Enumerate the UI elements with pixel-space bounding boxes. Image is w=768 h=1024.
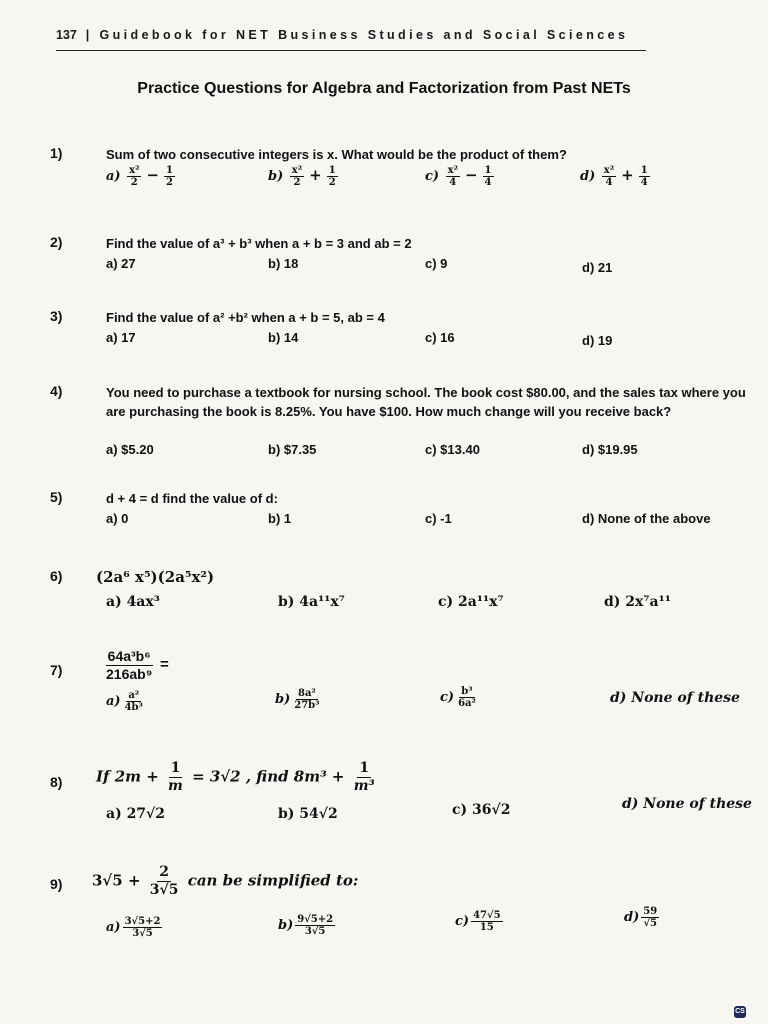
- option-b: b) $\frac{\text{8a²}}{\text{27b³}}$: [275, 688, 320, 711]
- option-c: c) $\frac{\text{x²}}{4}$ − $\frac{1}{4}$: [425, 165, 492, 188]
- option-c: c) -1: [425, 511, 452, 526]
- option-a: a) 17: [106, 330, 136, 345]
- option-c: c) 9: [425, 256, 448, 271]
- question-number: 4): [50, 383, 63, 399]
- option-c: c) 36√2: [452, 802, 511, 818]
- option-d: d) $\frac{\text{x²}}{4}$ + $\frac{1}{4}$: [580, 165, 648, 188]
- option-b: b) 14: [268, 330, 299, 345]
- option-a: a) 0: [106, 511, 129, 526]
- option-b: b) 4a¹¹x⁷: [278, 594, 345, 610]
- page-title: Practice Questions for Algebra and Factorization from Past NETs: [137, 80, 631, 97]
- option-b: b) 18: [268, 256, 299, 271]
- question-number: 8): [50, 774, 63, 790]
- question-number: 7): [50, 662, 63, 678]
- option-d: d) $\frac{59}{√5}$: [624, 906, 658, 929]
- running-header: [56, 28, 646, 42]
- option-d: d) None of these: [622, 796, 752, 812]
- question-stem: d + 4 = d find the value of d:: [106, 491, 278, 506]
- option-d: d) 19: [582, 333, 613, 348]
- option-b: b) 54√2: [278, 806, 338, 822]
- question-stem: 3√5 + $\frac{2}{3√5}$ can be simplified to:: [92, 864, 359, 898]
- scanner-badge-icon: CS: [734, 1006, 746, 1018]
- option-b: b) $\frac{\text{x²}}{2}$ + $\frac{1}{2}$: [268, 165, 336, 188]
- question-number: 6): [50, 568, 63, 584]
- option-a: a) 4ax³: [106, 594, 160, 610]
- page-number: 137: [56, 28, 77, 42]
- option-d: d) $19.95: [582, 442, 638, 457]
- question-stem: Find the value of a³ + b³ when a + b = 3 and ab = 2: [106, 236, 412, 251]
- question-stem: If 2m + $\frac{1}{m}$ = 3√2 , find 8m³ + $\frac{1}{\text{m³}}$: [96, 760, 375, 794]
- option-b: b) $\frac{9√5+2}{3√5}$: [278, 914, 334, 937]
- option-a: a) $\frac{\text{x²}}{2}$ − $\frac{1}{2}$: [106, 165, 173, 188]
- option-a: a) 27√2: [106, 806, 165, 822]
- header-separator: |: [85, 28, 93, 42]
- question-stem: Find the value of a² +b² when a + b = 5, ab = 4: [106, 310, 385, 325]
- book-title: Guidebook for NET Business Studies and Social Sciences: [99, 28, 629, 42]
- option-c: c) $\frac{\text{b³}}{\text{6a²}}$: [440, 686, 476, 709]
- question-number: 2): [50, 234, 63, 250]
- option-d: d) 2x⁷a¹¹: [604, 594, 671, 610]
- option-a: a) $\frac{\text{a²}}{\text{4b³}}$: [106, 690, 143, 713]
- question-stem: (2a⁶ x⁵)(2a⁵x²): [96, 568, 215, 586]
- option-c: c) 16: [425, 330, 455, 345]
- question-stem: Sum of two consecutive integers is x. What would be the product of them?: [106, 147, 567, 162]
- option-a: a) $\frac{3√5+2}{3√5}$: [106, 916, 161, 939]
- option-b: b) 1: [268, 511, 292, 526]
- option-a: a) $5.20: [106, 442, 154, 457]
- option-a: a) 27: [106, 256, 136, 271]
- option-c: c) $13.40: [425, 442, 480, 457]
- option-c: c) $\frac{47√5}{15}$: [455, 910, 501, 933]
- question-number: 3): [50, 308, 63, 324]
- option-c: c) 2a¹¹x⁷: [438, 594, 504, 610]
- question-number: 5): [50, 489, 63, 505]
- option-d: d) None of these: [610, 690, 740, 706]
- option-d: d) 21: [582, 260, 613, 275]
- header-rule: [56, 50, 646, 51]
- option-d: d) None of the above: [582, 511, 711, 526]
- question-number: 1): [50, 145, 63, 161]
- option-b: b) $7.35: [268, 442, 317, 457]
- question-stem: $\frac{\text{64a³b⁶}}{\text{216ab⁹}}$ =: [106, 648, 169, 682]
- question-stem: You need to purchase a textbook for nursing school. The book cost $80.00, and the sales tax where you are purchasing the book is 8.25%. You have $100. How much change will you receive back?: [106, 385, 746, 419]
- question-number: 9): [50, 876, 63, 892]
